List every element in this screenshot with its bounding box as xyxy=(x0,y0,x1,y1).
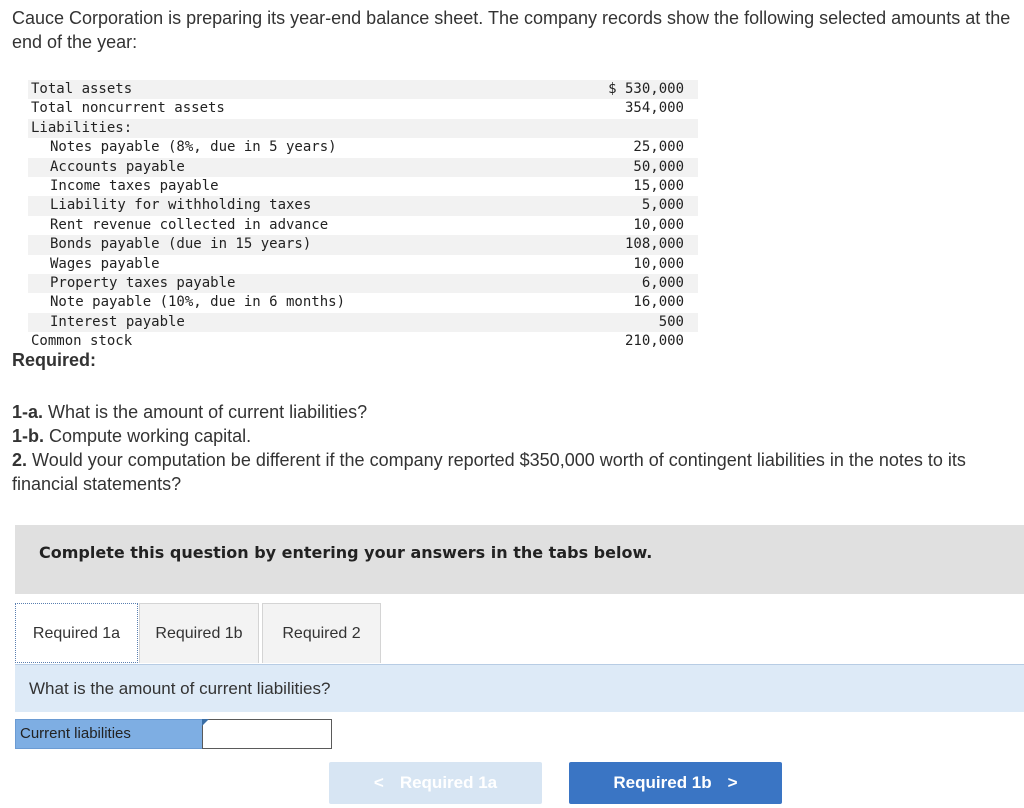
question-text: Would your computation be different if the company reported $350,000 worth of contingent liabilities in the notes to its financial statements? xyxy=(12,450,966,494)
questions-list xyxy=(12,400,1012,496)
table-row xyxy=(28,332,698,351)
question-item xyxy=(12,448,1012,496)
tab-question-panel xyxy=(15,664,1024,712)
row-value: 5,000 xyxy=(641,197,684,214)
chevron-left-icon: < xyxy=(373,773,384,792)
tab-question-text: What is the amount of current liabilities? xyxy=(29,679,331,698)
row-value: 15,000 xyxy=(633,177,684,194)
tab-required-1b[interactable]: Required 1b xyxy=(139,603,259,663)
row-value: 10,000 xyxy=(633,255,684,272)
prev-tab-label: Required 1a xyxy=(399,773,498,792)
table-row xyxy=(28,196,698,215)
row-label: Property taxes payable xyxy=(50,274,236,291)
table-row xyxy=(28,119,698,138)
row-label: Common stock xyxy=(31,333,133,350)
next-tab-button[interactable] xyxy=(569,762,782,804)
row-value: 16,000 xyxy=(633,294,684,311)
table-row xyxy=(28,99,698,118)
table-row xyxy=(28,216,698,235)
row-label: Interest payable xyxy=(50,313,185,330)
required-heading: Required: xyxy=(12,350,97,370)
question-text: Compute working capital. xyxy=(49,426,252,446)
current-liabilities-input[interactable] xyxy=(202,719,332,749)
row-value: 25,000 xyxy=(633,139,684,156)
row-label: Liability for withholding taxes xyxy=(50,197,312,214)
question-item xyxy=(12,424,1012,448)
row-value: 210,000 xyxy=(624,333,684,350)
table-row xyxy=(28,80,698,99)
problem-intro: Cauce Corporation is preparing its year-end balance sheet. The company records show the following selected amounts at the end of the year: xyxy=(12,8,1011,52)
row-value: 354,000 xyxy=(624,100,684,117)
row-label: Bonds payable (due in 15 years) xyxy=(50,236,312,253)
next-tab-label: Required 1b xyxy=(613,773,712,792)
row-value: 6,000 xyxy=(641,274,684,291)
balance-data-table xyxy=(28,80,698,351)
table-row xyxy=(28,313,698,332)
chevron-right-icon: > xyxy=(727,773,738,792)
table-row xyxy=(28,255,698,274)
tab-required-1a[interactable]: Required 1a xyxy=(15,603,138,663)
table-row xyxy=(28,274,698,293)
row-value: 500 xyxy=(658,313,684,330)
input-marker-icon xyxy=(202,719,209,726)
row-label: Wages payable xyxy=(50,255,160,272)
prev-tab-button[interactable] xyxy=(329,762,542,804)
table-row xyxy=(28,138,698,157)
row-label: Accounts payable xyxy=(50,158,185,175)
row-label: Income taxes payable xyxy=(50,177,219,194)
row-label: Total assets xyxy=(31,81,133,97)
row-label: Liabilities: xyxy=(31,119,133,136)
question-number: 1-a. xyxy=(12,402,44,422)
table-row xyxy=(28,293,698,312)
row-label: Rent revenue collected in advance xyxy=(50,216,329,233)
question-number: 2. xyxy=(12,450,28,470)
answer-label: Current liabilities xyxy=(15,719,203,749)
table-row xyxy=(28,235,698,254)
row-value: $ 530,000 xyxy=(608,81,684,97)
question-text: What is the amount of current liabilities? xyxy=(48,402,368,422)
row-label: Note payable (10%, due in 6 months) xyxy=(50,294,346,311)
row-label: Total noncurrent assets xyxy=(31,100,225,117)
row-value: 50,000 xyxy=(633,158,684,175)
row-value: 10,000 xyxy=(633,216,684,233)
instruction-bar xyxy=(15,525,1024,594)
question-item xyxy=(12,400,1012,424)
row-value: 108,000 xyxy=(624,236,684,253)
table-row xyxy=(28,158,698,177)
tab-required-2[interactable]: Required 2 xyxy=(262,603,381,663)
table-row xyxy=(28,177,698,196)
row-label: Notes payable (8%, due in 5 years) xyxy=(50,139,337,156)
instruction-text: Complete this question by entering your answers in the tabs below. xyxy=(39,543,653,562)
question-number: 1-b. xyxy=(12,426,45,446)
